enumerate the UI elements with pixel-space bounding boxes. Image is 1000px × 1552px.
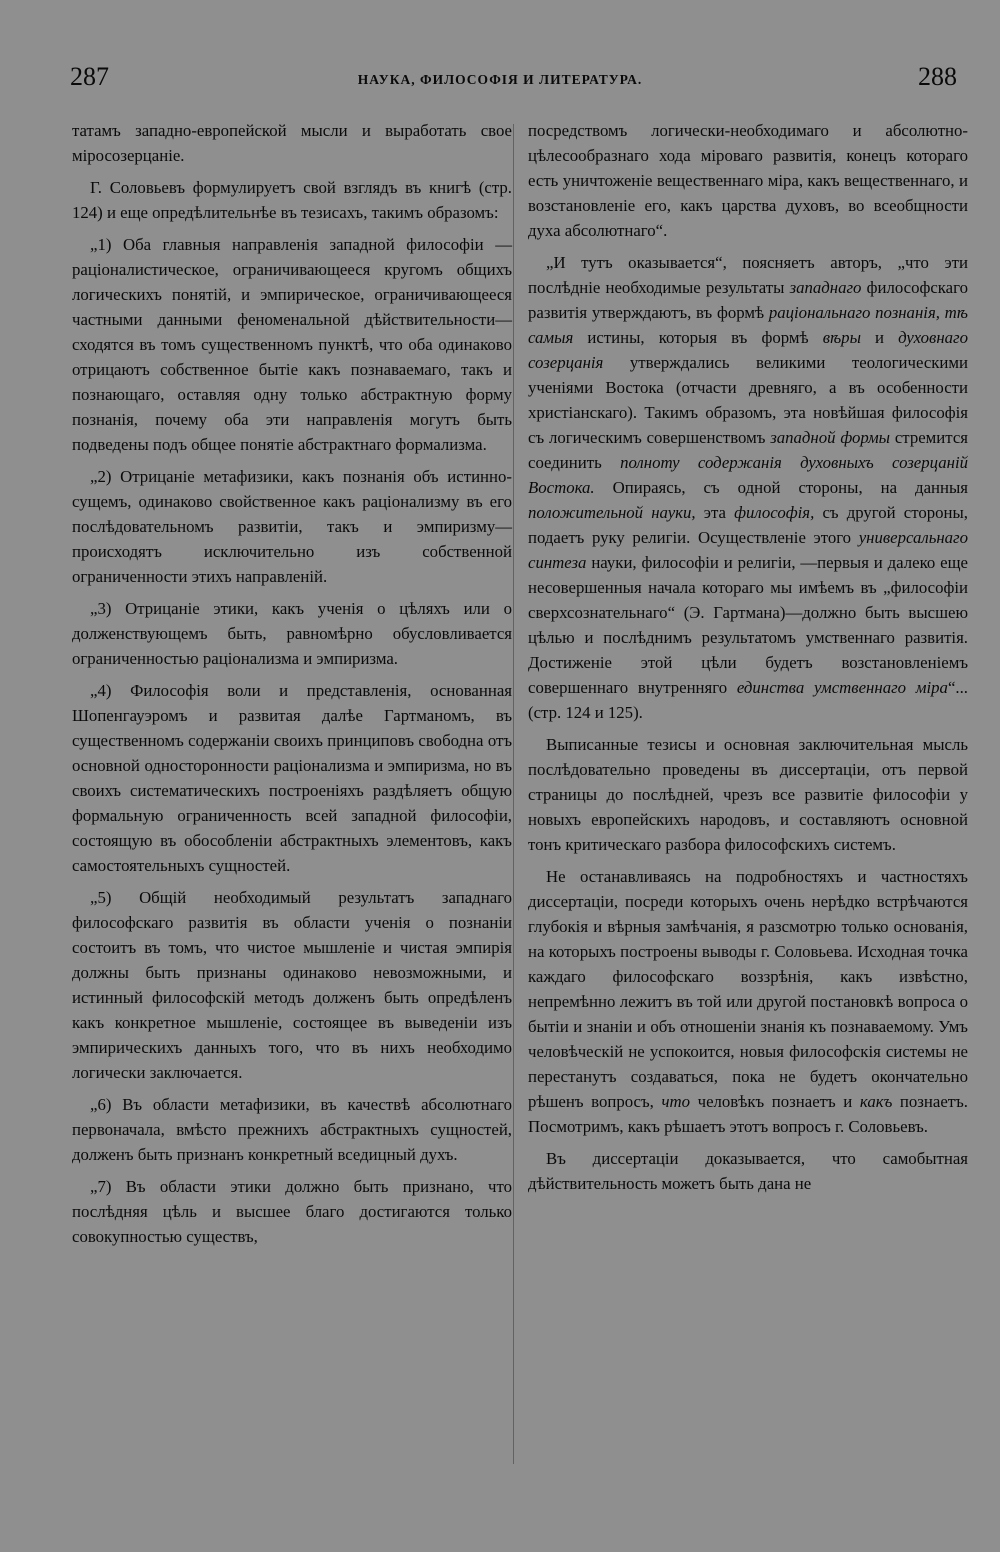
column-divider — [513, 124, 514, 1464]
paragraph: Въ диссертаціи доказывается, что самобытная дѣйствительность можетъ быть дана не — [528, 1149, 968, 1193]
paragraph: татамъ западно-европейской мысли и выработать свое міросозерцаніе. — [72, 121, 512, 165]
running-title: НАУКА, ФИЛОСОФІЯ И ЛИТЕРАТУРА. — [357, 72, 643, 87]
thesis-3: „3) Отрицаніе этики, какъ ученія о цѣляхъ или о долженствующемъ быть, равномѣрно обусловливается ограниченностью раціонализма и эмпиризма. — [72, 599, 512, 668]
thesis-1: „1) Оба главныя направленія западной философіи — раціоналистическое, ограничивающееся кругомъ общихъ логическихъ понятій, и эмпирическое, ограничивающееся частными данными феноменальной дѣйствительности— сходятся въ томъ существенномъ пунктѣ, что оба одинаково отрицаютъ собственное бытіе какъ познаваемаго, такъ и познающаго, оставляя одну только абстрактную форму познанія, почему оба эти направленія могутъ быть подведены подъ общее понятіе абстрактнаго формализма. — [72, 235, 512, 454]
right-page-number: 288 — [918, 62, 957, 91]
page-header — [0, 62, 1000, 102]
thesis-5: „5) Общій необходимый результатъ западнаго философскаго развитія въ области ученія о познаніи состоитъ въ томъ, что чистое мышленіе и чистая эмпирія должны быть признаны одинаково невозможными, и истинный философскій методъ долженъ быть опредѣленъ какъ конкретное мышленіе, состоящее въ выведеніи изъ эмпирическихъ данныхъ того, что въ нихъ необходимо логически заключается. — [72, 888, 512, 1082]
thesis-6: „6) Въ области метафизики, въ качествѣ абсолютнаго первоначала, вмѣсто прежнихъ абстрактныхъ сущностей, долженъ быть признанъ конкретный вседицный духъ. — [72, 1095, 512, 1164]
paragraph: Выписанные тезисы и основная заключительная мысль послѣдовательно проведены въ диссертаціи, отъ первой страницы до послѣдней, чрезъ все развитіе философіи у новыхъ европейскихъ народовъ, и составляютъ основной тонъ критическаго разбора философскихъ системъ. — [528, 735, 968, 854]
thesis-2: „2) Отрицаніе метафизики, какъ познанія объ истинно-сущемъ, одинаково свойственное какъ раціонализму въ его послѣдовательномъ развитіи, такъ и эмпиризму—происходятъ исключительно изъ собственной ограниченности этихъ направленій. — [72, 467, 512, 586]
thesis-7: „7) Въ области этики должно быть признано, что послѣдняя цѣль и высшее благо достигаются только совокупностью существъ, — [72, 1177, 512, 1246]
right-column — [528, 118, 968, 1196]
left-column — [72, 118, 512, 1249]
thesis-4: „4) Философія воли и представленія, основанная Шопенгауэромъ и развитая далѣе Гартманомъ, въ существенномъ содержаніи своихъ принциповъ свободна отъ основной односторонности раціонализма и эмпиризма, но въ своихъ систематическихъ построеніяхъ раздѣляетъ общую формальную ограниченность всей западной философіи, состоящую въ обособленіи абстрактныхъ элементовъ, какъ самостоятельныхъ сущностей. — [72, 681, 512, 875]
paragraph: Г. Соловьевъ формулируетъ свой взглядъ въ книгѣ (стр. 124) и еще опредѣлительнѣе въ тезисахъ, такимъ образомъ: — [72, 178, 512, 222]
paragraph: посредствомъ логически-необходимаго и абсолютно-цѣлесообразнаго хода міроваго развитія, конецъ котораго есть уничтоженіе вещественнаго міра, какъ вещественнаго, и возстановленіе его, какъ царства духовъ, во всеобщности духа абсолютнаго“. — [528, 121, 968, 240]
left-page-number: 287 — [70, 62, 109, 91]
paragraph-quote: „И тутъ оказывается“, поясняетъ авторъ, „что эти послѣдніе необходимые результаты западнаго философскаго развитія утверждаютъ, въ формѣ раціональнаго познанія, тѣ самыя истины, которыя въ формѣ вѣры и духовнаго созерцанія утверждались великими теологическими ученіями Востока (отчасти древняго, а въ особенности христіанскаго). Такимъ образомъ, эта новѣйшая философія съ логическимъ совершенствомъ западной формы стремится соединить полноту содержанія духовныхъ созерцаній Востока. Опираясь, съ одной стороны, на данныя положительной науки, эта философія, съ другой стороны, подаетъ руку религіи. Осуществленіе этого универсальнаго синтеза науки, философіи и религіи, —первыя и далеко еще несовершенныя начала котораго мы имѣемъ въ „философіи сверхсознательнаго“ (Э. Гартмана)—должно быть высшею цѣлью и послѣднимъ результатомъ умственнаго развитія. Достиженіе этой цѣли будетъ возстановленіемъ совершеннаго внутренняго единства умственнаго міра“... (стр. 124 и 125). — [528, 253, 969, 722]
paragraph: Не останавливаясь на подробностяхъ и частностяхъ диссертаціи, посреди которыхъ очень нерѣдко встрѣчаются глубокія и вѣрныя замѣчанія, я разсмотрю только основанія, на которыхъ построены выводы г. Соловьева. Исходная точка каждаго философскаго воззрѣнія, какъ извѣстно, непремѣнно лежитъ въ той или другой постановкѣ вопроса о бытіи и знаніи и объ отношеніи знанія къ познаваемому. Умъ человѣческій не успокоится, новыя философскія системы не перестанутъ создаваться, пока не будетъ окончательно рѣшенъ вопросъ, что человѣкъ познаетъ и какъ познаетъ. Посмотримъ, какъ рѣшаетъ этотъ вопросъ г. Соловьевъ. — [528, 867, 969, 1136]
